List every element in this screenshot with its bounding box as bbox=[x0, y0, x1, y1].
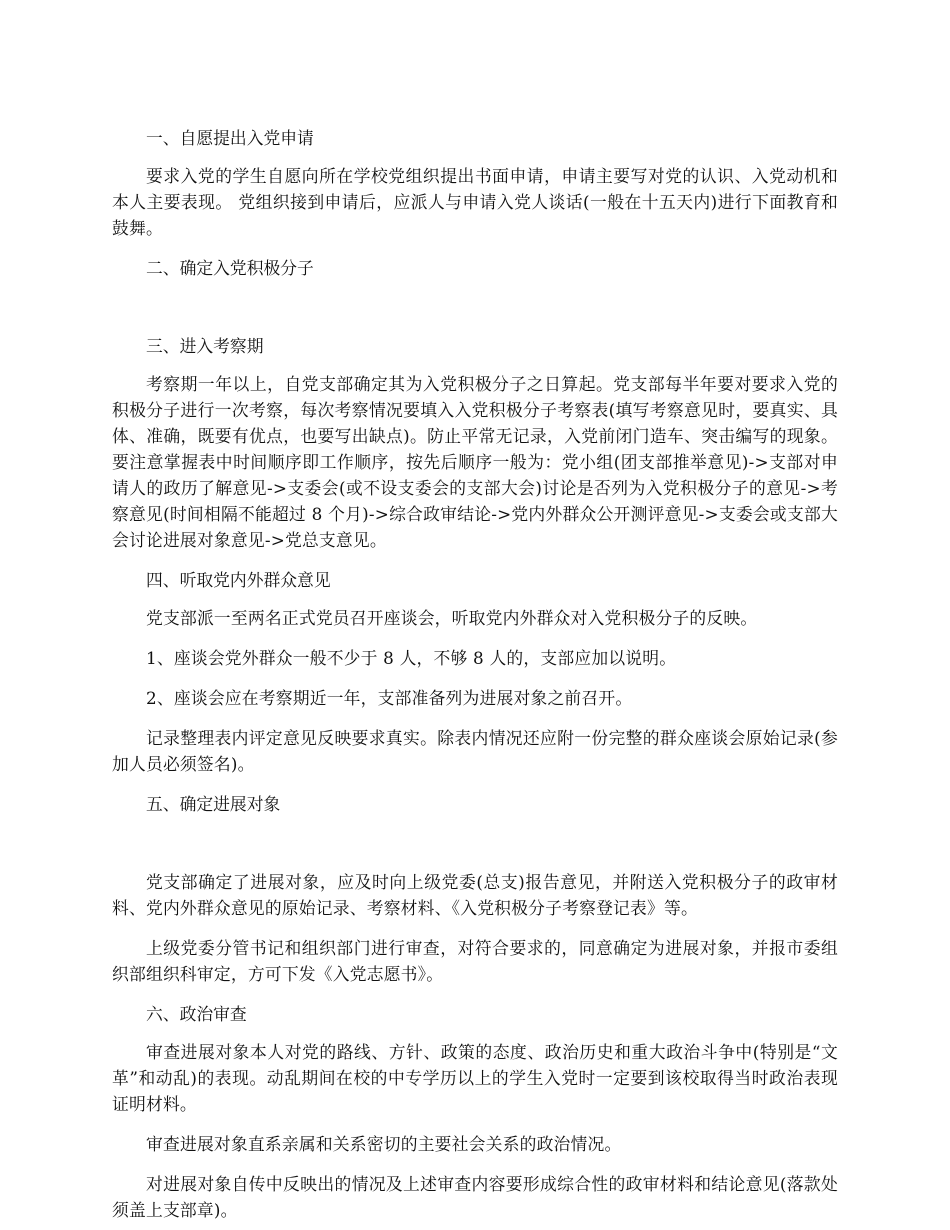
paragraph: 记录整理表内评定意见反映要求真实。除表内情况还应附一份完整的群众座谈会原始记录(参加人员必须签名)。 bbox=[112, 728, 838, 774]
paragraph: 上级党委分管书记和组织部门进行审查，对符合要求的，同意确定为进展对象，并报市委组织部组织科审定，方可下发《入党志愿书》。 bbox=[112, 938, 838, 984]
section-heading-2: 二、确定入党积极分子 bbox=[146, 258, 314, 278]
paragraph: 党支部确定了进展对象，应及时向上级党委(总支)报告意见，并附送入党积极分子的政审材料、党内外群众意见的原始记录、考察材料、《入党积极分子考察登记表》等。 bbox=[112, 872, 838, 918]
paragraph: 审查进展对象直系亲属和关系密切的主要社会关系的政治情况。 bbox=[146, 1134, 622, 1154]
paragraph: 要求入党的学生自愿向所在学校党组织提出书面申请，申请主要写对党的认识、入党动机和本人主要表现。 党组织接到申请后，应派人与申请入党人谈话(一般在十五天内)进行下面教育和鼓舞。 bbox=[112, 166, 838, 238]
section-heading-5: 五、确定进展对象 bbox=[146, 794, 281, 814]
paragraph: 考察期一年以上，自党支部确定其为入党积极分子之日算起。党支部每半年要对要求入党的积极分子进行一次考察，每次考察情况要填入入党积极分子考察表(填写考察意见时，要真实、具体、准确，既要有优点，也要写出缺点)。防止平常无记录，入党前闭门造车、突击编写的现象。要注意掌握表中时间顺序即工作顺序，按先后顺序一般为：党小组(团支部推举意见)->支部对申请人的政历了解意见->支委会(或不设支委会的支部大会)讨论是否列为入党积极分子的意见->考察意见(时间相隔不能超过 8 个月)->综合政审结论->党内外群众公开测评意见->支委会或支部大会讨论进展对象意见->党总支意见。 bbox=[112, 374, 838, 550]
list-item: 1、座谈会党外群众一般不少于 8 人，不够 8 人的，支部应加以说明。 bbox=[146, 648, 677, 668]
list-item: 2、座谈会应在考察期近一年，支部准备列为进展对象之前召开。 bbox=[146, 688, 633, 708]
section-heading-1: 一、自愿提出入党申请 bbox=[146, 128, 314, 148]
paragraph: 党支部派一至两名正式党员召开座谈会，听取党内外群众对入党积极分子的反映。 bbox=[146, 608, 758, 628]
section-heading-3: 三、进入考察期 bbox=[146, 336, 264, 356]
section-heading-6: 六、政治审查 bbox=[146, 1004, 247, 1024]
paragraph: 对进展对象自传中反映出的情况及上述审查内容要形成综合性的政审材料和结论意见(落款处须盖上支部章)。 bbox=[112, 1174, 838, 1220]
paragraph: 审查进展对象本人对党的路线、方针、政策的态度、政治历史和重大政治斗争中(特别是“文革”和动乱)的表现。动乱期间在校的中专学历以上的学生入党时一定要到该校取得当时政治表现证明材料。 bbox=[112, 1042, 838, 1114]
section-heading-4: 四、听取党内外群众意见 bbox=[146, 570, 331, 590]
document-body bbox=[112, 125, 838, 1223]
